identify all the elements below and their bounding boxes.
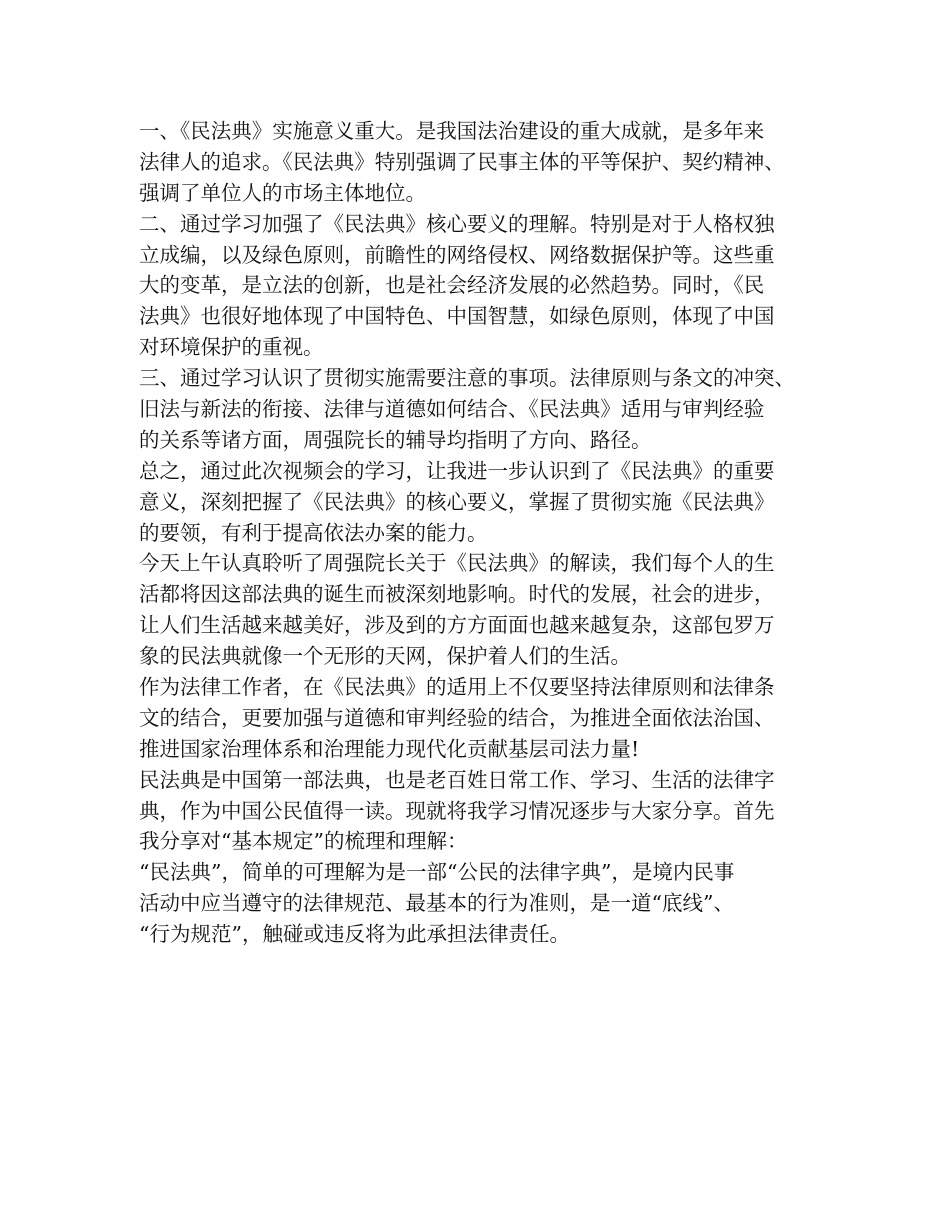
text-line: 二、通过学习加强了《民法典》核心要义的理解。特别是对于人格权独	[139, 211, 775, 236]
text-line: 总之，通过此次视频会的学习，让我进一步认识到了《民法典》的重要	[139, 458, 775, 483]
text-line: 旧法与新法的衔接、法律与道德如何结合、《民法典》适用与审判经验	[139, 397, 765, 422]
text-line: 典，作为中国公民值得一读。现就将我学习情况逐步与大家分享。首先	[139, 798, 775, 823]
text-line: “行为规范”，触碰或违反将为此承担法律责任。	[139, 922, 570, 947]
text-line: 让人们生活越来越美好，涉及到的方方面面也越来越复杂，这部包罗万	[139, 613, 775, 638]
text-line: 活动中应当遵守的法律规范、最基本的行为准则，是一道“底线”、	[139, 891, 734, 916]
text-line: 法典》也很好地体现了中国特色、中国智慧，如绿色原则，体现了中国	[139, 304, 775, 329]
text-line: 一、《民法典》实施意义重大。是我国法治建设的重大成就，是多年来	[139, 119, 765, 143]
text-line: 大的变革，是立法的创新，也是社会经济发展的必然趋势。同时，《民	[139, 273, 765, 298]
text-line: 活都将因这部法典的诞生而被深刻地影响。时代的发展，社会的进步，	[139, 582, 775, 607]
text-line: 文的结合，更要加强与道德和审判经验的结合，为推进全面依法治国、	[139, 705, 775, 730]
text-line: 法律人的追求。《民法典》特别强调了民事主体的平等保护、契约精神、	[139, 149, 785, 174]
document-body	[139, 116, 829, 950]
text-line: 我分享对“基本规定”的梳理和理解：	[139, 829, 468, 854]
text-line: 推进国家治理体系和治理能力现代化贡献基层司法力量!	[139, 736, 640, 761]
text-line: 立成编，以及绿色原则，前瞻性的网络侵权、网络数据保护等。这些重	[139, 242, 775, 267]
text-line: 三、通过学习认识了贯彻实施需要注意的事项。法律原则与条文的冲突、	[139, 366, 795, 391]
text-line: 意义，深刻把握了《民法典》的核心要义，掌握了贯彻实施《民法典》	[139, 489, 775, 514]
text-line: 强调了单位人的市场主体地位。	[139, 180, 426, 205]
text-line: 作为法律工作者，在《民法典》的适用上不仅要坚持法律原则和法律条	[139, 675, 775, 700]
text-line: 象的民法典就像一个无形的天网，保护着人们的生活。	[139, 644, 631, 669]
text-line: 的要领，有利于提高依法办案的能力。	[139, 520, 488, 545]
text-line: 的关系等诸方面，周强院长的辅导均指明了方向、路径。	[139, 427, 652, 452]
text-line: “民法典”，简单的可理解为是一部“公民的法律字典”，是境内民事	[139, 860, 735, 885]
text-line: 今天上午认真聆听了周强院长关于《民法典》的解读，我们每个人的生	[139, 551, 775, 576]
text-line: 民法典是中国第一部法典，也是老百姓日常工作、学习、生活的法律字	[139, 767, 775, 792]
text-line: 对环境保护的重视。	[139, 335, 324, 360]
